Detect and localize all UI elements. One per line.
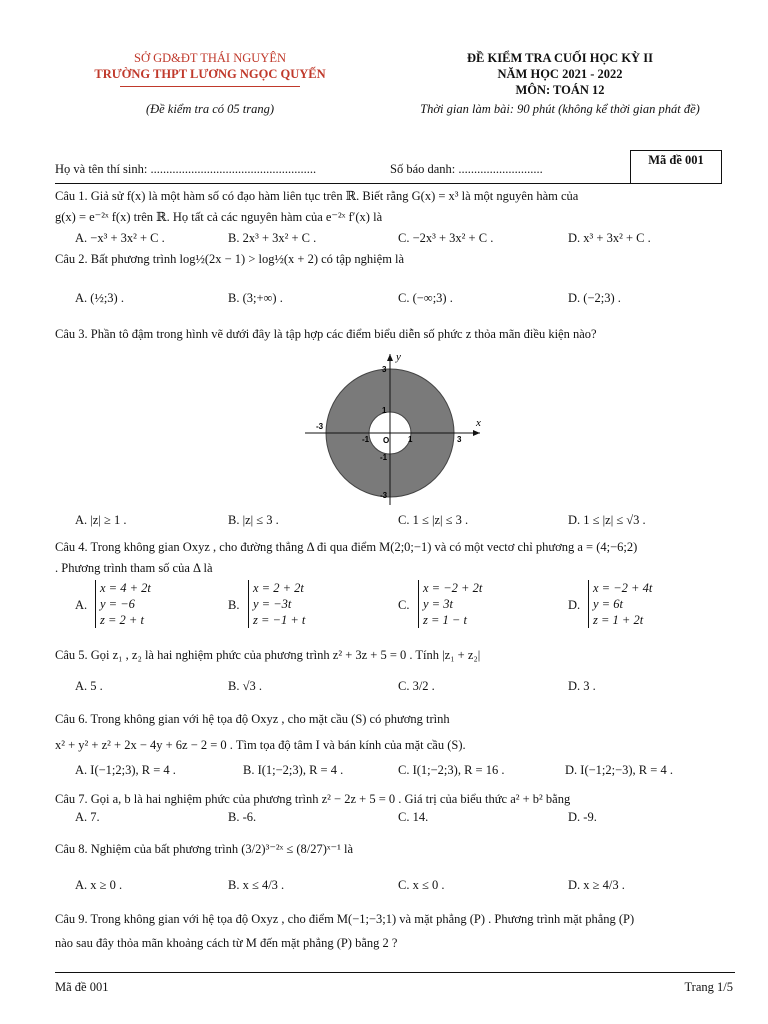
q4-option-c-label: C. <box>398 598 410 612</box>
q8-option-a: A. x ≥ 0 . <box>75 878 123 892</box>
question-3-options <box>55 513 730 531</box>
tick-label-y-3: 3 <box>382 365 387 374</box>
tick-label-y-neg3: -3 <box>380 491 388 500</box>
question-8-line-1: Câu 8. Nghiệm của bất phương trình (3/2)³⁻²ˣ ≤ (8/27)ˣ⁻¹ là <box>55 842 354 856</box>
q8-option-b: B. x ≤ 4/3 . <box>228 878 285 892</box>
question-1-line-2: g(x) = e⁻²ˣ f(x) trên ℝ. Họ tất cả các nguyên hàm của e⁻²ˣ f′(x) là <box>55 210 383 224</box>
candidate-name-field: Họ và tên thí sinh: ..................................................... <box>55 162 317 176</box>
q3-option-d: D. 1 ≤ |z| ≤ √3 . <box>568 513 646 527</box>
department-name: SỞ GD&ĐT THÁI NGUYÊN <box>134 51 286 65</box>
question-8-options <box>55 878 730 896</box>
q4-option-c-system <box>418 580 482 628</box>
q3-option-c: C. 1 ≤ |z| ≤ 3 . <box>398 513 469 527</box>
q1-option-c: C. −2x³ + 3x² + C . <box>398 231 494 245</box>
q4-option-b-system <box>248 580 305 628</box>
question-7-line-1: Câu 7. Gọi a, b là hai nghiệm phức của phương trình z² − 2z + 5 = 0 . Giá trị của biểu thức a² + b² bằng <box>55 792 571 806</box>
tick-label-x-neg3: -3 <box>316 422 324 431</box>
school-name: TRƯỜNG THPT LƯƠNG NGỌC QUYẾN <box>94 67 326 81</box>
q1-option-b: B. 2x³ + 3x² + C . <box>228 231 317 245</box>
time-note: Thời gian làm bài: 90 phút (không kể thời gian phát đề) <box>420 102 700 116</box>
exam-title: ĐỀ KIỂM TRA CUỐI HỌC KỲ II <box>467 51 653 65</box>
tick-label-x-neg1: -1 <box>362 435 370 444</box>
question-4-line-1: Câu 4. Trong không gian Oxyz , cho đường thẳng Δ đi qua điểm M(2;0;−1) và có một vectơ chỉ phương a = (4;−6;2) <box>55 540 638 554</box>
question-4-options <box>55 580 730 636</box>
pages-note: (Đề kiểm tra có 05 trang) <box>145 102 275 116</box>
exam-code: Mã đề 001 <box>648 153 704 167</box>
q6-option-a: A. I(−1;2;3), R = 4 . <box>75 763 176 777</box>
question-1-line-1: Câu 1. Giả sử f(x) là một hàm số có đạo hàm liên tục trên ℝ. Biết rằng G(x) = x³ là một nguyên hàm của <box>55 189 579 203</box>
x-axis-label: x <box>476 417 481 429</box>
q4-option-a-system <box>95 580 151 628</box>
q7-option-c: C. 14. <box>398 810 429 824</box>
q3-option-a: A. |z| ≥ 1 . <box>75 513 127 527</box>
question-5-line-1: Câu 5. Gọi z₁ , z₂ là hai nghiệm phức của phương trình z² + 3z + 5 = 0 . Tính |z₁ + z₂| <box>55 648 481 662</box>
q4-b-eq-1: x = 2 + 2t <box>253 581 304 595</box>
q6-option-d: D. I(−1;2;−3), R = 4 . <box>565 763 673 777</box>
q5-option-c: C. 3/2 . <box>398 679 435 693</box>
header-left <box>60 50 360 87</box>
q6-option-c: C. I(1;−2;3), R = 16 . <box>398 763 505 777</box>
q2-option-b: B. (3;+∞) . <box>228 291 283 305</box>
question-4-line-2: . Phương trình tham số của Δ là <box>55 561 213 575</box>
annulus-figure <box>300 350 490 510</box>
top-rule <box>55 183 720 184</box>
subject: MÔN: TOÁN 12 <box>515 83 605 97</box>
candidate-number-field: Số báo danh: ........................... <box>390 162 543 176</box>
question-6-options <box>55 763 730 781</box>
q1-option-d: D. x³ + 3x² + C . <box>568 231 651 245</box>
q4-option-b-label: B. <box>228 598 240 612</box>
exam-code-box <box>630 150 722 184</box>
tick-label-y-neg1: -1 <box>380 453 388 462</box>
question-1-options <box>55 231 730 249</box>
question-2-options <box>55 291 730 309</box>
question-9-line-2: nào sau đây thỏa mãn khoảng cách từ M đến mặt phẳng (P) bằng 2 ? <box>55 936 398 950</box>
question-9-line-1: Câu 9. Trong không gian với hệ tọa độ Oxyz , cho điểm M(−1;−3;1) và mặt phẳng (P) . Phương trình mặt phẳng (P) <box>55 912 635 926</box>
q5-option-b: B. √3 . <box>228 679 262 693</box>
q5-option-d: D. 3 . <box>568 679 596 693</box>
q4-option-a-label: A. <box>75 598 88 612</box>
q6-option-b: B. I(1;−2;3), R = 4 . <box>243 763 344 777</box>
question-6-line-1: Câu 6. Trong không gian với hệ tọa độ Oxyz , cho mặt cầu (S) có phương trình <box>55 712 450 726</box>
q4-d-eq-1: x = −2 + 4t <box>593 581 653 595</box>
footer-page-number: Trang 1/5 <box>684 980 733 994</box>
q4-a-eq-1: x = 4 + 2t <box>100 581 151 595</box>
q3-option-b: B. |z| ≤ 3 . <box>228 513 279 527</box>
q4-d-eq-2: y = 6t <box>593 597 623 611</box>
x-axis-arrow <box>473 430 480 436</box>
footer-exam-code: Mã đề 001 <box>55 980 109 994</box>
q2-option-d: D. (−2;3) . <box>568 291 621 305</box>
q7-option-a: A. 7. <box>75 810 100 824</box>
q2-option-c: C. (−∞;3) . <box>398 291 453 305</box>
question-5-options <box>55 679 730 697</box>
q4-a-eq-3: z = 2 + t <box>100 613 144 627</box>
question-3-line-1: Câu 3. Phần tô đậm trong hình vẽ dưới đây là tập hợp các điểm biểu diễn số phức z thỏa mãn điều kiện nào? <box>55 327 597 341</box>
y-axis-label: y <box>396 351 401 363</box>
q4-c-eq-3: z = 1 − t <box>423 613 467 627</box>
q5-option-a: A. 5 . <box>75 679 103 693</box>
school-year: NĂM HỌC 2021 - 2022 <box>497 67 623 81</box>
origin-label: O <box>383 436 390 445</box>
q4-c-eq-1: x = −2 + 2t <box>423 581 483 595</box>
header-rule <box>120 86 300 87</box>
question-7-options <box>55 810 730 828</box>
q8-option-c: C. x ≤ 0 . <box>398 878 445 892</box>
q4-a-eq-2: y = −6 <box>100 597 135 611</box>
footer-rule <box>55 972 735 973</box>
q4-c-eq-2: y = 3t <box>423 597 453 611</box>
q4-b-eq-2: y = −3t <box>253 597 292 611</box>
q7-option-d: D. -9. <box>568 810 597 824</box>
q4-option-d-system <box>588 580 652 628</box>
q4-option-d-label: D. <box>568 598 581 612</box>
tick-label-x-1: 1 <box>408 435 413 444</box>
question-2-line-1: Câu 2. Bất phương trình log½(2x − 1) > log½(x + 2) có tập nghiệm là <box>55 252 405 266</box>
q1-option-a: A. −x³ + 3x² + C . <box>75 231 165 245</box>
tick-label-x-3: 3 <box>457 435 462 444</box>
q4-b-eq-3: z = −1 + t <box>253 613 306 627</box>
q4-d-eq-3: z = 1 + 2t <box>593 613 644 627</box>
tick-label-y-1: 1 <box>382 406 387 415</box>
q8-option-d: D. x ≥ 4/3 . <box>568 878 625 892</box>
header-right <box>380 50 740 98</box>
question-6-line-2: x² + y² + z² + 2x − 4y + 6z − 2 = 0 . Tìm tọa độ tâm I và bán kính của mặt cầu (S). <box>55 738 466 752</box>
q2-option-a: A. (½;3) . <box>75 291 124 305</box>
y-axis-arrow <box>387 354 393 361</box>
q7-option-b: B. -6. <box>228 810 257 824</box>
